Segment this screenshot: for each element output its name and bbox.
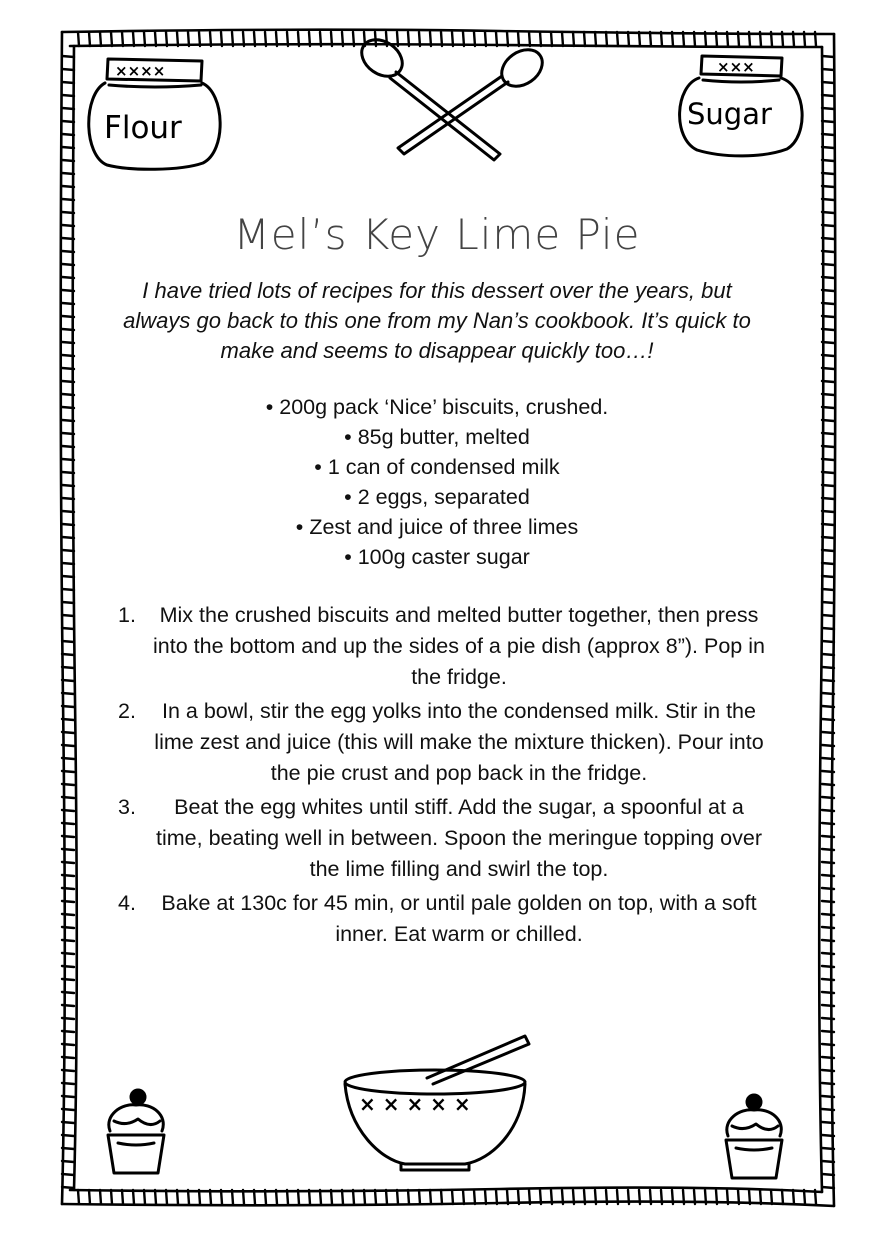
sugar-lid-marks: ×××	[717, 58, 755, 76]
step-number: 2.	[118, 699, 136, 723]
flour-label: Flour	[104, 110, 182, 146]
ingredient-item: • 2 eggs, separated	[0, 482, 874, 512]
bowl-marks: × × × × ×	[359, 1092, 471, 1116]
method-step	[118, 888, 768, 950]
cupcake-icon	[100, 1085, 172, 1177]
mixing-bowl-icon	[335, 1030, 535, 1175]
ingredient-item: • Zest and juice of three limes	[0, 512, 874, 542]
ingredient-item: • 200g pack ‘Nice’ biscuits, crushed.	[0, 392, 874, 422]
method-list	[118, 600, 768, 953]
step-number: 1.	[118, 603, 136, 627]
step-text: Beat the egg whites until stiff. Add the sugar, a spoonful at a time, beating well in between. Spoon the meringue topping over the lime filling and swirl the top.	[156, 795, 762, 881]
step-text: In a bowl, stir the egg yolks into the condensed milk. Stir in the lime zest and juice (this will make the mixture thicken). Pour into the pie crust and pop back in the fridge.	[154, 699, 764, 785]
ingredient-item: • 100g caster sugar	[0, 542, 874, 572]
recipe-title: Mel’s Key Lime Pie	[233, 210, 641, 259]
sugar-label: Sugar	[687, 97, 772, 131]
flour-jar-icon	[85, 55, 225, 175]
step-text: Mix the crushed biscuits and melted butter together, then press into the bottom and up the sides of a pie dish (approx 8”). Pop in the fridge.	[153, 603, 765, 689]
recipe-intro: I have tried lots of recipes for this dessert over the years, but always go back to this one from my Nan’s cookbook. It’s quick to make and seems to disappear quickly too…!	[123, 278, 751, 363]
step-number: 3.	[118, 795, 136, 819]
ingredient-item: • 85g butter, melted	[0, 422, 874, 452]
step-number: 4.	[118, 891, 136, 915]
method-step	[118, 600, 768, 693]
cupcake-icon	[718, 1090, 790, 1182]
crossed-spoons-icon	[352, 32, 552, 164]
ingredients-list	[0, 392, 874, 572]
ingredient-item: • 1 can of condensed milk	[0, 452, 874, 482]
method-step	[118, 792, 768, 885]
sugar-jar-icon	[675, 52, 810, 162]
step-text: Bake at 130c for 45 min, or until pale golden on top, with a soft inner. Eat warm or chilled.	[161, 891, 757, 946]
flour-lid-marks: ××××	[115, 62, 166, 80]
method-step	[118, 696, 768, 789]
